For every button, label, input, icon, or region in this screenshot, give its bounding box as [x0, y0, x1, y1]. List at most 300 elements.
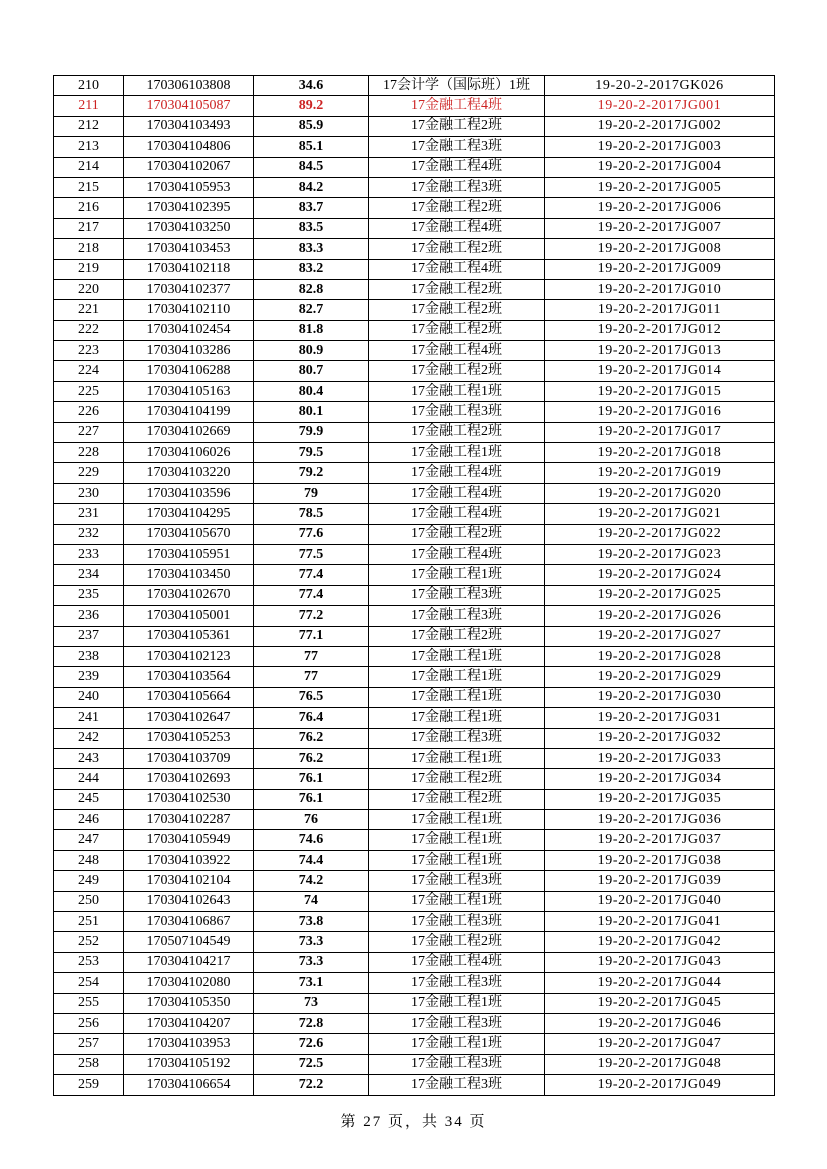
table-row	[54, 443, 775, 463]
cell-student-id: 170304105192	[124, 1054, 254, 1074]
table-row	[54, 769, 775, 789]
table-row	[54, 748, 775, 768]
cell-row-number: 248	[54, 850, 124, 870]
cell-row-number: 218	[54, 239, 124, 259]
cell-score: 80.7	[254, 361, 369, 381]
table-row	[54, 361, 775, 381]
cell-student-id: 170304102110	[124, 300, 254, 320]
cell-score: 72.8	[254, 1013, 369, 1033]
cell-class-name: 17金融工程1班	[369, 646, 545, 666]
cell-score: 79.9	[254, 422, 369, 442]
cell-student-id: 170304102287	[124, 810, 254, 830]
cell-course-code: 19-20-2-2017JG047	[545, 1034, 775, 1054]
table-row	[54, 789, 775, 809]
table-row	[54, 871, 775, 891]
cell-course-code: 19-20-2-2017JG012	[545, 320, 775, 340]
cell-row-number: 258	[54, 1054, 124, 1074]
cell-course-code: 19-20-2-2017JG029	[545, 667, 775, 687]
table-row	[54, 96, 775, 116]
cell-course-code: 19-20-2-2017JG006	[545, 198, 775, 218]
cell-course-code: 19-20-2-2017JG009	[545, 259, 775, 279]
cell-course-code: 19-20-2-2017JG013	[545, 341, 775, 361]
cell-course-code: 19-20-2-2017JG021	[545, 504, 775, 524]
table-row	[54, 157, 775, 177]
cell-row-number: 230	[54, 483, 124, 503]
cell-score: 74.6	[254, 830, 369, 850]
table-row	[54, 626, 775, 646]
cell-row-number: 214	[54, 157, 124, 177]
cell-course-code: 19-20-2-2017JG037	[545, 830, 775, 850]
cell-class-name: 17会计学（国际班）1班	[369, 76, 545, 96]
cell-course-code: 19-20-2-2017JG016	[545, 402, 775, 422]
table-row	[54, 993, 775, 1013]
table-row	[54, 259, 775, 279]
cell-class-name: 17金融工程1班	[369, 748, 545, 768]
table-row	[54, 463, 775, 483]
cell-row-number: 238	[54, 646, 124, 666]
table-row	[54, 198, 775, 218]
table-row	[54, 565, 775, 585]
cell-class-name: 17金融工程3班	[369, 1075, 545, 1095]
cell-student-id: 170304103596	[124, 483, 254, 503]
cell-score: 76.5	[254, 687, 369, 707]
table-row	[54, 708, 775, 728]
cell-class-name: 17金融工程4班	[369, 259, 545, 279]
cell-class-name: 17金融工程2班	[369, 524, 545, 544]
cell-class-name: 17金融工程4班	[369, 483, 545, 503]
cell-score: 76	[254, 810, 369, 830]
cell-student-id: 170304102647	[124, 708, 254, 728]
cell-row-number: 255	[54, 993, 124, 1013]
cell-score: 77.2	[254, 606, 369, 626]
cell-course-code: 19-20-2-2017JG044	[545, 973, 775, 993]
cell-score: 80.9	[254, 341, 369, 361]
cell-course-code: 19-20-2-2017JG028	[545, 646, 775, 666]
cell-course-code: 19-20-2-2017JG036	[545, 810, 775, 830]
cell-score: 72.6	[254, 1034, 369, 1054]
cell-row-number: 221	[54, 300, 124, 320]
cell-class-name: 17金融工程2班	[369, 198, 545, 218]
cell-student-id: 170304103250	[124, 218, 254, 238]
cell-class-name: 17金融工程3班	[369, 585, 545, 605]
cell-score: 85.9	[254, 116, 369, 136]
cell-course-code: 19-20-2-2017JG015	[545, 381, 775, 401]
cell-course-code: 19-20-2-2017JG005	[545, 177, 775, 197]
cell-course-code: 19-20-2-2017JG001	[545, 96, 775, 116]
cell-course-code: 19-20-2-2017JG046	[545, 1013, 775, 1033]
cell-course-code: 19-20-2-2017JG004	[545, 157, 775, 177]
cell-student-id: 170304102118	[124, 259, 254, 279]
cell-score: 77.5	[254, 544, 369, 564]
cell-student-id: 170304105953	[124, 177, 254, 197]
cell-class-name: 17金融工程2班	[369, 789, 545, 809]
cell-student-id: 170304106867	[124, 912, 254, 932]
cell-student-id: 170304103953	[124, 1034, 254, 1054]
cell-class-name: 17金融工程4班	[369, 544, 545, 564]
cell-row-number: 253	[54, 952, 124, 972]
cell-row-number: 212	[54, 116, 124, 136]
cell-score: 73.8	[254, 912, 369, 932]
table-row	[54, 402, 775, 422]
table-row	[54, 891, 775, 911]
cell-class-name: 17金融工程3班	[369, 402, 545, 422]
cell-student-id: 170304103922	[124, 850, 254, 870]
cell-student-id: 170304105670	[124, 524, 254, 544]
table-row	[54, 544, 775, 564]
cell-row-number: 233	[54, 544, 124, 564]
cell-course-code: 19-20-2-2017JG038	[545, 850, 775, 870]
cell-score: 83.5	[254, 218, 369, 238]
table-row	[54, 218, 775, 238]
cell-row-number: 254	[54, 973, 124, 993]
cell-row-number: 242	[54, 728, 124, 748]
cell-class-name: 17金融工程1班	[369, 1034, 545, 1054]
cell-score: 89.2	[254, 96, 369, 116]
cell-class-name: 17金融工程1班	[369, 993, 545, 1013]
table-row	[54, 504, 775, 524]
cell-row-number: 210	[54, 76, 124, 96]
cell-class-name: 17金融工程4班	[369, 463, 545, 483]
cell-student-id: 170304104217	[124, 952, 254, 972]
cell-score: 34.6	[254, 76, 369, 96]
cell-student-id: 170304102669	[124, 422, 254, 442]
cell-row-number: 235	[54, 585, 124, 605]
cell-score: 77.4	[254, 565, 369, 585]
cell-score: 72.5	[254, 1054, 369, 1074]
table-row	[54, 137, 775, 157]
cell-student-id: 170304103286	[124, 341, 254, 361]
cell-score: 72.2	[254, 1075, 369, 1095]
cell-class-name: 17金融工程1班	[369, 708, 545, 728]
table-row	[54, 728, 775, 748]
table-row	[54, 177, 775, 197]
cell-row-number: 236	[54, 606, 124, 626]
cell-class-name: 17金融工程1班	[369, 891, 545, 911]
cell-class-name: 17金融工程3班	[369, 1013, 545, 1033]
cell-class-name: 17金融工程1班	[369, 810, 545, 830]
cell-score: 74.4	[254, 850, 369, 870]
cell-score: 83.2	[254, 259, 369, 279]
cell-course-code: 19-20-2-2017JG034	[545, 769, 775, 789]
cell-score: 79	[254, 483, 369, 503]
cell-student-id: 170304105001	[124, 606, 254, 626]
cell-class-name: 17金融工程2班	[369, 769, 545, 789]
cell-student-id: 170304102080	[124, 973, 254, 993]
table-row	[54, 667, 775, 687]
table-row	[54, 279, 775, 299]
cell-course-code: 19-20-2-2017JG023	[545, 544, 775, 564]
page-footer	[0, 1110, 827, 1131]
cell-course-code: 19-20-2-2017JG032	[545, 728, 775, 748]
table-row	[54, 116, 775, 136]
cell-score: 85.1	[254, 137, 369, 157]
cell-course-code: 19-20-2-2017JG008	[545, 239, 775, 259]
cell-row-number: 231	[54, 504, 124, 524]
cell-row-number: 252	[54, 932, 124, 952]
table-row	[54, 830, 775, 850]
cell-row-number: 216	[54, 198, 124, 218]
table-row	[54, 483, 775, 503]
table-row	[54, 341, 775, 361]
cell-row-number: 247	[54, 830, 124, 850]
cell-student-id: 170304105949	[124, 830, 254, 850]
table-row	[54, 422, 775, 442]
cell-course-code: 19-20-2-2017JG025	[545, 585, 775, 605]
table-row	[54, 932, 775, 952]
cell-course-code: 19-20-2-2017JG014	[545, 361, 775, 381]
cell-row-number: 232	[54, 524, 124, 544]
cell-class-name: 17金融工程3班	[369, 137, 545, 157]
cell-student-id: 170304105253	[124, 728, 254, 748]
cell-row-number: 224	[54, 361, 124, 381]
table-row	[54, 687, 775, 707]
cell-score: 74.2	[254, 871, 369, 891]
cell-class-name: 17金融工程1班	[369, 850, 545, 870]
cell-class-name: 17金融工程1班	[369, 667, 545, 687]
cell-row-number: 228	[54, 443, 124, 463]
cell-score: 84.2	[254, 177, 369, 197]
cell-class-name: 17金融工程3班	[369, 606, 545, 626]
cell-student-id: 170304102067	[124, 157, 254, 177]
cell-class-name: 17金融工程4班	[369, 504, 545, 524]
cell-student-id: 170304102693	[124, 769, 254, 789]
cell-score: 77.4	[254, 585, 369, 605]
cell-course-code: 19-20-2-2017JG045	[545, 993, 775, 1013]
cell-row-number: 225	[54, 381, 124, 401]
cell-score: 76.4	[254, 708, 369, 728]
cell-student-id: 170304105361	[124, 626, 254, 646]
table-row	[54, 912, 775, 932]
cell-course-code: 19-20-2-2017JG024	[545, 565, 775, 585]
cell-class-name: 17金融工程2班	[369, 422, 545, 442]
cell-row-number: 215	[54, 177, 124, 197]
cell-row-number: 241	[54, 708, 124, 728]
cell-class-name: 17金融工程1班	[369, 565, 545, 585]
cell-course-code: 19-20-2-2017JG030	[545, 687, 775, 707]
cell-row-number: 259	[54, 1075, 124, 1095]
table-row	[54, 850, 775, 870]
cell-row-number: 251	[54, 912, 124, 932]
table-row	[54, 973, 775, 993]
cell-row-number: 240	[54, 687, 124, 707]
table-row	[54, 320, 775, 340]
cell-student-id: 170304102377	[124, 279, 254, 299]
cell-student-id: 170304102530	[124, 789, 254, 809]
cell-row-number: 256	[54, 1013, 124, 1033]
cell-row-number: 246	[54, 810, 124, 830]
table-row	[54, 952, 775, 972]
cell-course-code: 19-20-2-2017JG010	[545, 279, 775, 299]
cell-score: 73	[254, 993, 369, 1013]
cell-course-code: 19-20-2-2017JG019	[545, 463, 775, 483]
cell-class-name: 17金融工程2班	[369, 361, 545, 381]
cell-score: 73.3	[254, 952, 369, 972]
table-row	[54, 76, 775, 96]
cell-course-code: 19-20-2-2017JG033	[545, 748, 775, 768]
cell-score: 79.2	[254, 463, 369, 483]
cell-course-code: 19-20-2-2017JG031	[545, 708, 775, 728]
cell-course-code: 19-20-2-2017JG027	[545, 626, 775, 646]
cell-student-id: 170304106654	[124, 1075, 254, 1095]
cell-course-code: 19-20-2-2017JG040	[545, 891, 775, 911]
cell-student-id: 170304104199	[124, 402, 254, 422]
cell-row-number: 220	[54, 279, 124, 299]
cell-score: 76.2	[254, 748, 369, 768]
cell-row-number: 226	[54, 402, 124, 422]
cell-score: 76.1	[254, 789, 369, 809]
cell-row-number: 213	[54, 137, 124, 157]
cell-course-code: 19-20-2-2017JG017	[545, 422, 775, 442]
cell-student-id: 170304102104	[124, 871, 254, 891]
cell-class-name: 17金融工程1班	[369, 687, 545, 707]
table-row	[54, 1013, 775, 1033]
cell-student-id: 170304105163	[124, 381, 254, 401]
cell-row-number: 229	[54, 463, 124, 483]
cell-row-number: 217	[54, 218, 124, 238]
cell-student-id: 170304102395	[124, 198, 254, 218]
cell-student-id: 170304105350	[124, 993, 254, 1013]
cell-row-number: 222	[54, 320, 124, 340]
cell-score: 73.1	[254, 973, 369, 993]
cell-score: 84.5	[254, 157, 369, 177]
cell-student-id: 170304105951	[124, 544, 254, 564]
cell-class-name: 17金融工程2班	[369, 932, 545, 952]
cell-course-code: 19-20-2-2017JG035	[545, 789, 775, 809]
cell-score: 81.8	[254, 320, 369, 340]
cell-class-name: 17金融工程4班	[369, 218, 545, 238]
cell-course-code: 19-20-2-2017GK026	[545, 76, 775, 96]
cell-class-name: 17金融工程2班	[369, 300, 545, 320]
cell-class-name: 17金融工程4班	[369, 96, 545, 116]
cell-row-number: 245	[54, 789, 124, 809]
table-row	[54, 300, 775, 320]
cell-row-number: 249	[54, 871, 124, 891]
cell-class-name: 17金融工程2班	[369, 116, 545, 136]
cell-score: 82.8	[254, 279, 369, 299]
cell-row-number: 257	[54, 1034, 124, 1054]
table-row	[54, 381, 775, 401]
cell-student-id: 170304106288	[124, 361, 254, 381]
table-row	[54, 239, 775, 259]
cell-course-code: 19-20-2-2017JG022	[545, 524, 775, 544]
cell-score: 76.2	[254, 728, 369, 748]
grades-table-body	[54, 76, 775, 1096]
cell-class-name: 17金融工程1班	[369, 443, 545, 463]
cell-student-id: 170304102670	[124, 585, 254, 605]
cell-class-name: 17金融工程1班	[369, 830, 545, 850]
cell-score: 77.6	[254, 524, 369, 544]
cell-class-name: 17金融工程3班	[369, 1054, 545, 1074]
cell-class-name: 17金融工程2班	[369, 320, 545, 340]
cell-student-id: 170304104295	[124, 504, 254, 524]
table-row	[54, 810, 775, 830]
cell-row-number: 227	[54, 422, 124, 442]
cell-row-number: 250	[54, 891, 124, 911]
cell-row-number: 239	[54, 667, 124, 687]
cell-row-number: 219	[54, 259, 124, 279]
table-row	[54, 606, 775, 626]
cell-score: 74	[254, 891, 369, 911]
cell-class-name: 17金融工程3班	[369, 871, 545, 891]
table-row	[54, 1034, 775, 1054]
cell-class-name: 17金融工程2班	[369, 239, 545, 259]
cell-student-id: 170304102454	[124, 320, 254, 340]
cell-student-id: 170304103564	[124, 667, 254, 687]
cell-row-number: 211	[54, 96, 124, 116]
cell-student-id: 170304104207	[124, 1013, 254, 1033]
cell-class-name: 17金融工程2班	[369, 626, 545, 646]
cell-score: 77	[254, 646, 369, 666]
cell-row-number: 244	[54, 769, 124, 789]
cell-score: 78.5	[254, 504, 369, 524]
cell-class-name: 17金融工程4班	[369, 157, 545, 177]
table-row	[54, 585, 775, 605]
cell-score: 83.3	[254, 239, 369, 259]
cell-student-id: 170304105664	[124, 687, 254, 707]
cell-course-code: 19-20-2-2017JG003	[545, 137, 775, 157]
cell-class-name: 17金融工程4班	[369, 952, 545, 972]
cell-student-id: 170304105087	[124, 96, 254, 116]
cell-row-number: 237	[54, 626, 124, 646]
cell-class-name: 17金融工程2班	[369, 279, 545, 299]
cell-course-code: 19-20-2-2017JG039	[545, 871, 775, 891]
cell-course-code: 19-20-2-2017JG011	[545, 300, 775, 320]
cell-student-id: 170304103453	[124, 239, 254, 259]
cell-course-code: 19-20-2-2017JG049	[545, 1075, 775, 1095]
cell-course-code: 19-20-2-2017JG041	[545, 912, 775, 932]
table-row	[54, 524, 775, 544]
cell-student-id: 170304103450	[124, 565, 254, 585]
cell-class-name: 17金融工程4班	[369, 341, 545, 361]
cell-student-id: 170304104806	[124, 137, 254, 157]
cell-student-id: 170304106026	[124, 443, 254, 463]
cell-student-id: 170304103220	[124, 463, 254, 483]
table-row	[54, 1075, 775, 1095]
cell-score: 77.1	[254, 626, 369, 646]
cell-course-code: 19-20-2-2017JG020	[545, 483, 775, 503]
cell-course-code: 19-20-2-2017JG002	[545, 116, 775, 136]
cell-course-code: 19-20-2-2017JG048	[545, 1054, 775, 1074]
cell-class-name: 17金融工程1班	[369, 381, 545, 401]
table-row	[54, 1054, 775, 1074]
cell-score: 79.5	[254, 443, 369, 463]
cell-course-code: 19-20-2-2017JG043	[545, 952, 775, 972]
cell-score: 80.1	[254, 402, 369, 422]
cell-class-name: 17金融工程3班	[369, 177, 545, 197]
cell-student-id: 170304102123	[124, 646, 254, 666]
table-row	[54, 646, 775, 666]
cell-course-code: 19-20-2-2017JG026	[545, 606, 775, 626]
cell-score: 80.4	[254, 381, 369, 401]
cell-score: 77	[254, 667, 369, 687]
cell-score: 73.3	[254, 932, 369, 952]
cell-student-id: 170306103808	[124, 76, 254, 96]
cell-course-code: 19-20-2-2017JG007	[545, 218, 775, 238]
cell-score: 82.7	[254, 300, 369, 320]
cell-row-number: 234	[54, 565, 124, 585]
cell-class-name: 17金融工程3班	[369, 728, 545, 748]
grades-table	[53, 75, 775, 1096]
cell-course-code: 19-20-2-2017JG018	[545, 443, 775, 463]
cell-score: 76.1	[254, 769, 369, 789]
cell-row-number: 243	[54, 748, 124, 768]
cell-student-id: 170304103709	[124, 748, 254, 768]
cell-class-name: 17金融工程3班	[369, 973, 545, 993]
cell-score: 83.7	[254, 198, 369, 218]
cell-student-id: 170507104549	[124, 932, 254, 952]
page-number-text: 第 27 页，共 34 页	[340, 1114, 487, 1130]
cell-class-name: 17金融工程3班	[369, 912, 545, 932]
